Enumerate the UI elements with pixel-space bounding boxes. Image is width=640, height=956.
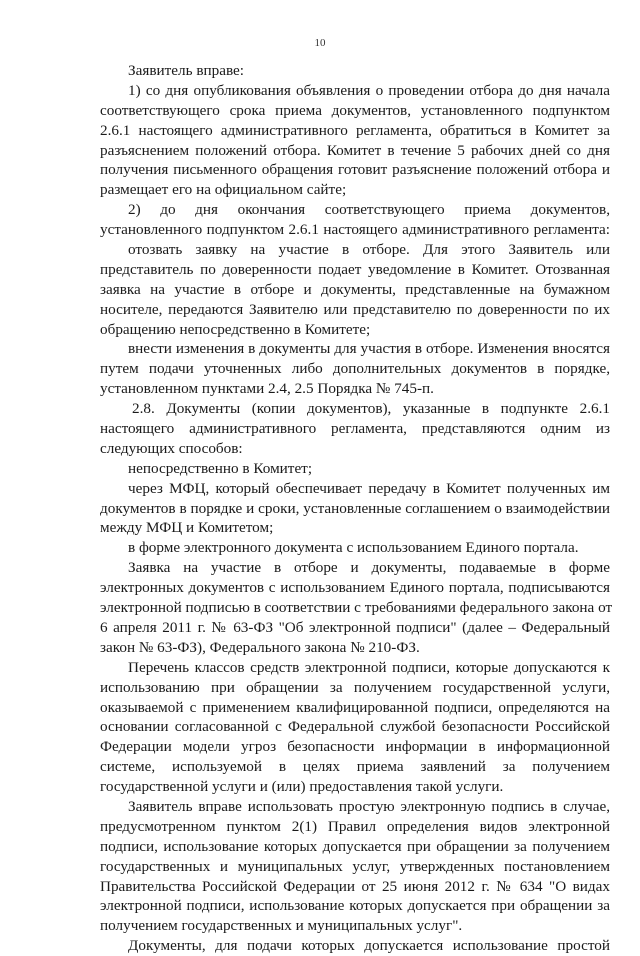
text-line: путем подачи уточненных либо дополнительных документов в порядке, bbox=[100, 360, 610, 378]
text-line: Документы, для подачи которых допускается использование простой bbox=[128, 937, 610, 955]
text-line: заявка на участие в отборе и документы, представленные на бумажном bbox=[100, 280, 610, 298]
text-line: электронной подписи, использование которых допускается при обращении за bbox=[100, 897, 610, 915]
text-line: внести изменения в документы для участия в отборе. Изменения вносятся bbox=[128, 340, 610, 358]
text-line: электронной подписью в соответствии с требованиями федерального закона от bbox=[100, 599, 613, 617]
text-line: разъяснением положений отбора. Комитет в течение 5 рабочих дней со дня bbox=[100, 141, 610, 159]
text-line: Заявитель вправе: bbox=[128, 62, 244, 79]
document-body bbox=[100, 61, 613, 956]
text-line: 2.8. Документы (копии документов), указанные в подпункте 2.6.1 bbox=[132, 400, 610, 418]
text-line: подписи, использование которых допускается при обращении за получением bbox=[100, 837, 610, 855]
text-line: государственных и муниципальных услуг, утвержденных постановлением bbox=[100, 857, 610, 875]
text-line: Заявитель вправе использовать простую электронную подпись в случае, bbox=[128, 797, 610, 815]
text-line: следующих способов: bbox=[100, 439, 243, 457]
text-line: установленного подпунктом 2.6.1 настоящего административного регламента: bbox=[100, 221, 610, 239]
text-line: обращению непосредственно в Комитете; bbox=[100, 320, 371, 338]
text-line: установленном пунктами 2.4, 2.5 Порядка № 745-п. bbox=[100, 380, 434, 398]
text-line: предусмотренном пунктом 2(1) Правил определения видов электронной bbox=[100, 817, 610, 835]
text-line: через МФЦ, который обеспечивает передачу в Комитет полученных им bbox=[128, 479, 610, 497]
text-line: системе, используемой в целях приема заявлений за получением bbox=[100, 758, 610, 776]
text-line: в форме электронного документа с использованием Единого портала. bbox=[128, 539, 579, 557]
text-line: 1) со дня опубликования объявления о проведении отбора до дня начала bbox=[128, 81, 610, 99]
text-line: получением государственных и муниципальных услуг". bbox=[100, 917, 463, 935]
text-line: оказываемой с применением квалифицированной подписи, определяются на bbox=[100, 698, 610, 716]
text-line: между МФЦ и Комитетом; bbox=[100, 519, 274, 537]
text-line: размещает его на официальном сайте; bbox=[100, 181, 347, 199]
text-line: 2) до дня окончания соответствующего приема документов, bbox=[128, 201, 610, 219]
text-line: соответствующего срока приема документов, установленного подпунктом bbox=[100, 101, 610, 119]
text-line: Правительства Российской Федерации от 25 июня 2012 г. № 634 "О видах bbox=[100, 877, 610, 895]
text-line: Заявка на участие в отборе и документы, подаваемые в форме bbox=[128, 559, 610, 577]
text-line: отозвать заявку на участие в отборе. Для этого Заявитель или bbox=[128, 241, 610, 259]
text-line: получения письменного обращения готовит разъяснение положений отбора и bbox=[100, 161, 610, 179]
text-line: носителе, передаются Заявителю или представителю по доверенности по их bbox=[100, 300, 610, 318]
text-line: документов в порядке и сроки, установленные соглашением о взаимодействии bbox=[100, 499, 610, 517]
text-line: основании согласованной с Федеральной службой безопасности Российской bbox=[100, 718, 610, 736]
text-line: 2.6.1 настоящего административного регламента, обратиться в Комитет за bbox=[100, 121, 610, 139]
page-number: 10 bbox=[314, 37, 326, 49]
text-line: закон № 63-ФЗ), Федерального закона № 210-ФЗ. bbox=[100, 638, 420, 656]
text-line: 6 апреля 2011 г. № 63-ФЗ "Об электронной подписи" (далее – Федеральный bbox=[100, 618, 610, 636]
text-line: Федерации модели угроз безопасности информации в информационной bbox=[100, 738, 610, 756]
text-line: использованию при обращении за получением государственной услуги, bbox=[100, 678, 610, 696]
text-line: представитель по доверенности подает уведомление в Комитет. Отозванная bbox=[100, 260, 610, 278]
text-line: непосредственно в Комитет; bbox=[128, 459, 313, 477]
text-line: электронных документов с использованием Единого портала, подписываются bbox=[100, 579, 610, 597]
text-line: государственной услуги и (или) предоставления такой услуги. bbox=[100, 778, 504, 796]
text-line: настоящего административного регламента, представляются одним из bbox=[100, 420, 610, 438]
text-line: Перечень классов средств электронной подписи, которые допускаются к bbox=[128, 658, 610, 676]
